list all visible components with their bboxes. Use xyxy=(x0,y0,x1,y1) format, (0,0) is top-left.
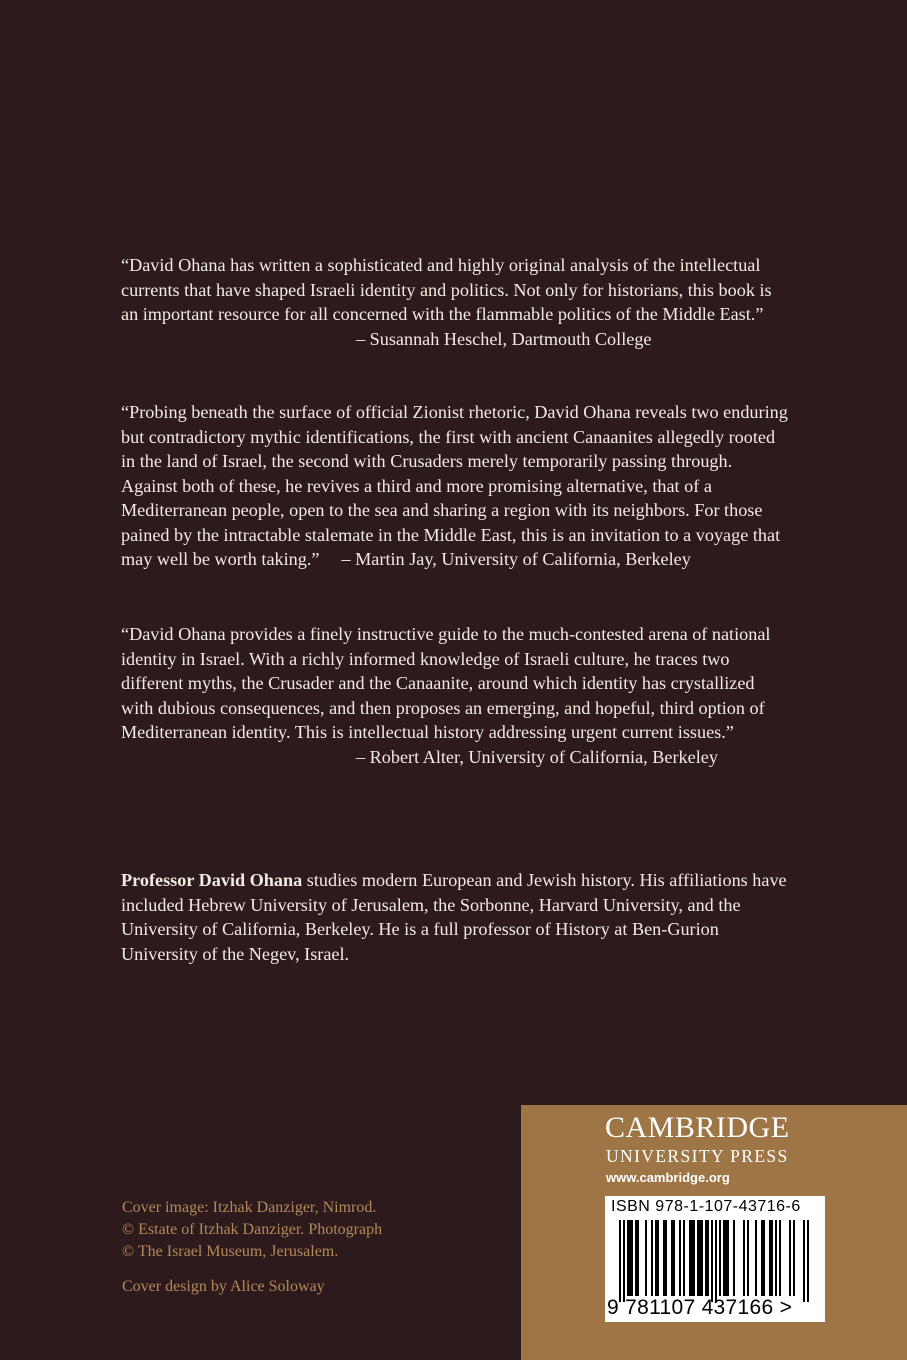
barcode-bar xyxy=(619,1220,621,1302)
barcode-bar xyxy=(723,1220,725,1296)
barcode-bar xyxy=(743,1220,745,1296)
barcode-bar xyxy=(755,1220,757,1296)
barcode-bar xyxy=(769,1220,771,1296)
quote-attribution: – Susannah Heschel, Dartmouth College xyxy=(356,328,652,349)
quote-attribution: – Robert Alter, University of California, Berkeley xyxy=(356,746,718,767)
cover-image-credit xyxy=(122,1197,382,1263)
barcode-bar xyxy=(779,1220,781,1296)
barcode-bar xyxy=(673,1220,675,1296)
quote-text: “David Ohana provides a finely instructive guide to the much-contested arena of national identity in Israel. With a richly informed knowledge of Israeli culture, he traces two different myths, the Crusader and the Canaanite, around which identity has crystallized with dubious consequences, and then proposes an emerging, and hopeful, third option of Mediterranean identity. This is intellectual history addressing urgent current issues.” xyxy=(121,624,771,742)
barcode-bar xyxy=(665,1220,667,1296)
barcode-bar xyxy=(671,1220,673,1296)
isbn-label: ISBN 978-1-107-43716-6 xyxy=(611,1198,801,1215)
barcode-bar xyxy=(771,1220,773,1296)
barcode-bar xyxy=(655,1220,657,1296)
barcode-bar xyxy=(705,1220,707,1296)
barcode-bar xyxy=(689,1220,691,1296)
barcode-bar xyxy=(651,1220,653,1296)
barcode-bar xyxy=(635,1220,637,1296)
isbn-barcode xyxy=(605,1196,825,1322)
barcode-bar xyxy=(693,1220,695,1296)
barcode-bar xyxy=(719,1220,721,1296)
barcode-bar xyxy=(775,1220,777,1296)
publisher-logo-press: UNIVERSITY PRESS xyxy=(606,1146,789,1166)
barcode-bar xyxy=(715,1220,717,1302)
author-bio-text: studies modern European and Jewish history. His affiliations have included Hebrew University of Jerusalem, the Sorbonne, Harvard University, and the University of California, Berkeley. He is a full professor of History at Ben-Gurion University of the Negev, Israel. xyxy=(121,870,787,964)
endorsement-quote-1 xyxy=(121,253,791,351)
barcode-bar xyxy=(707,1220,709,1296)
barcode-bar xyxy=(629,1220,631,1296)
author-name: Professor David Ohana xyxy=(121,870,303,890)
cover-design-credit: Cover design by Alice Soloway xyxy=(122,1278,325,1295)
barcode-bar xyxy=(803,1220,805,1302)
barcode-bar xyxy=(789,1220,791,1296)
quote-text: “Probing beneath the surface of official Zionist rhetoric, David Ohana reveals two enduring but contradictory mythic identifications, the first with ancient Canaanites allegedly rooted in the land of Israel, the second with Crusaders merely temporarily passing through. Against both of these, he revives a third and more promising alternative, that of a Mediterranean people, open to the sea and sharing a region with its neighbors. For those pained by the intractable stalemate in the Middle East, this is an invitation to a voyage that may well be worth taking.” xyxy=(121,402,788,569)
endorsement-quote-2 xyxy=(121,400,791,572)
isbn-digits: 9 781107 437166 > xyxy=(607,1296,793,1319)
credit-line: Cover image: Itzhak Danziger, Nimrod. xyxy=(122,1199,377,1216)
publisher-url: www.cambridge.org xyxy=(606,1170,730,1185)
barcode-bar xyxy=(793,1220,795,1296)
publisher-logo-name: CAMBRIDGE xyxy=(605,1111,790,1144)
barcode-bar xyxy=(807,1220,809,1302)
barcode-bar xyxy=(711,1220,713,1302)
barcode-bar xyxy=(699,1220,701,1296)
barcode-bar xyxy=(657,1220,659,1296)
barcode-bar xyxy=(725,1220,727,1296)
barcode-bar xyxy=(697,1220,699,1296)
barcode-bar xyxy=(683,1220,685,1296)
barcode-bar xyxy=(623,1220,625,1302)
credit-line: © The Israel Museum, Jerusalem. xyxy=(122,1243,339,1260)
barcode-bar xyxy=(701,1220,703,1296)
author-bio xyxy=(121,868,791,966)
barcode-bar xyxy=(679,1220,681,1296)
publisher-panel xyxy=(521,1105,907,1360)
barcode-bar xyxy=(747,1220,749,1296)
barcode-bar xyxy=(763,1220,765,1296)
credit-line: © Estate of Itzhak Danziger. Photograph xyxy=(122,1221,383,1238)
barcode-bar xyxy=(691,1220,693,1296)
barcode-bar xyxy=(637,1220,639,1296)
barcode-bar xyxy=(733,1220,735,1296)
barcode-bar xyxy=(631,1220,633,1296)
barcode-bar xyxy=(627,1220,629,1296)
quote-text: “David Ohana has written a sophisticated and highly original analysis of the intellectual currents that have shaped Israeli identity and politics. Not only for historians, this book is an important resource for all concerned with the flammable politics of the Middle East.” xyxy=(121,255,772,324)
barcode-bar xyxy=(645,1220,647,1296)
barcode-bar xyxy=(663,1220,665,1296)
barcode-bar xyxy=(727,1220,729,1296)
quote-attribution: – Martin Jay, University of California, Berkeley xyxy=(341,549,691,569)
endorsement-quote-3 xyxy=(121,622,791,769)
barcode-bar xyxy=(761,1220,763,1296)
